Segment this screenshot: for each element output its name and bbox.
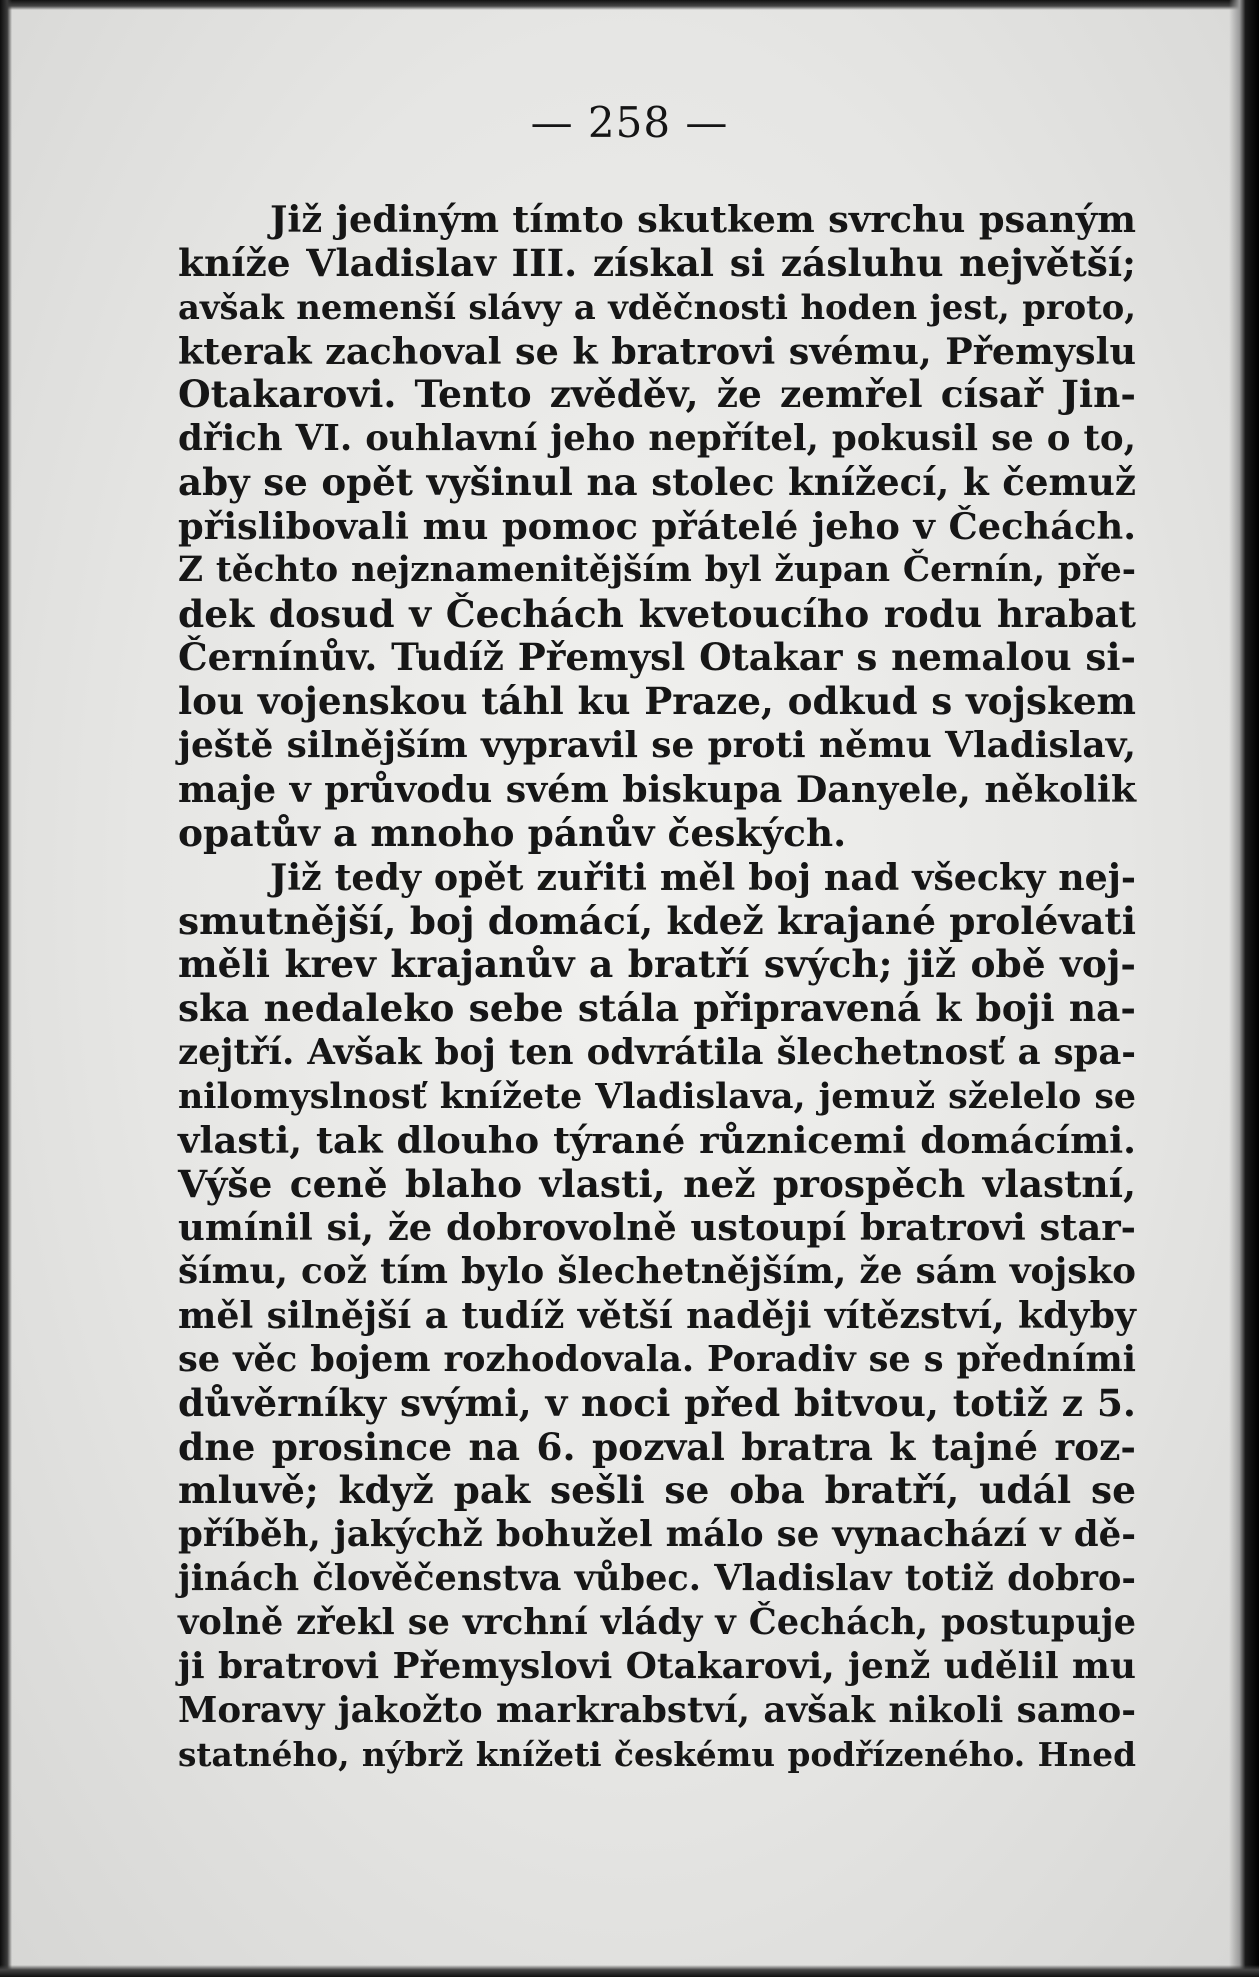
text-line: maje v průvodu svém biskupa Danyele, několik bbox=[178, 767, 1136, 811]
text-line: Již tedy opět zuřiti měl boj nad všecky nej- bbox=[270, 855, 1136, 899]
text-line: ještě silnějším vypravil se proti němu Vladislav, bbox=[178, 724, 1136, 767]
text-line: kníže Vladislav III. získal si zásluhu největší; bbox=[178, 240, 1136, 285]
text-line: Moravy jakožto markrabství, avšak nikoli samo- bbox=[178, 1689, 1136, 1731]
text-line: ji bratrovi Přemyslovi Otakarovi, jenž udělil mu bbox=[178, 1644, 1136, 1687]
text-line: Již jediným tímto skutkem svrchu psaným bbox=[270, 197, 1136, 241]
text-line: příběh, jakýchž bohužel málo se vynachází v dě- bbox=[178, 1514, 1136, 1556]
text-line: umínil si, že dobrovolně ustoupí bratrovi star- bbox=[178, 1205, 1136, 1250]
text-line: šímu, což tím bylo šlechetnějším, že sám vojsko bbox=[178, 1250, 1136, 1293]
text-line: ska nedaleko sebe stála připravená k boji na- bbox=[178, 986, 1136, 1031]
scan-border-top bbox=[0, 0, 1259, 10]
text-line: jinách člověčenstva vůbec. Vladislav totiž dobro- bbox=[178, 1558, 1136, 1600]
scan-border-left bbox=[0, 0, 12, 1977]
text-line: dne prosince na 6. pozval bratra k tajné roz- bbox=[178, 1424, 1136, 1469]
text-line: se věc bojem rozhodovala. Poradiv se s předními bbox=[178, 1338, 1136, 1380]
text-line: přislibovali mu pomoc přátelé jeho v Čechách. bbox=[178, 503, 1136, 548]
paragraph-2 bbox=[178, 856, 1136, 1777]
text-line: měl silnější a tudíž větší naději vítězství, kdyby bbox=[178, 1294, 1136, 1338]
page-number: — 258 — bbox=[530, 98, 729, 147]
text-line: důvěrníky svými, v noci před bitvou, totiž z 5. bbox=[178, 1380, 1136, 1425]
text-line: avšak nemenší slávy a vděčnosti hoden jest, proto, bbox=[178, 286, 1136, 327]
text-line: mluvě; když pak sešli se oba bratří, udál se bbox=[178, 1468, 1136, 1513]
text-line: dřich VI. ouhlavní jeho nepřítel, pokusil se o to, bbox=[178, 418, 1136, 460]
text-line: volně zřekl se vrchní vlády v Čechách, postupuje bbox=[178, 1602, 1136, 1643]
text-line: nilomyslnosť knížete Vladislava, jemuž sželelo se bbox=[178, 1075, 1136, 1117]
paragraph-1 bbox=[178, 198, 1136, 856]
text-line: Černínův. Tudíž Přemysl Otakar s nemalou si- bbox=[178, 635, 1136, 680]
body-text bbox=[178, 198, 1136, 1776]
text-line: vlasti, tak dlouho týrané různicemi domácími. bbox=[178, 1117, 1136, 1162]
text-line: aby se opět vyšinul na stolec knížecí, k čemuž bbox=[178, 460, 1136, 505]
text-line: statného, nýbrž knížeti českému podřízeného. Hned bbox=[178, 1734, 1136, 1774]
scan-border-bottom bbox=[0, 1965, 1259, 1977]
text-line: dek dosud v Čechách kvetoucího rodu hrabat bbox=[178, 591, 1136, 636]
text-line: lou vojenskou táhl ku Praze, odkud s vojskem bbox=[178, 679, 1136, 724]
text-line: opatův a mnoho pánův českých. bbox=[178, 810, 847, 855]
text-line: smutnější, boj domácí, kdež krajané prolévati bbox=[178, 898, 1136, 943]
text-line: měli krev krajanův a bratří svých; již obě voj- bbox=[178, 942, 1136, 987]
text-line: Otakarovi. Tento zvěděv, že zemřel císař Jin- bbox=[178, 372, 1136, 417]
text-line: kterak zachoval se k bratrovi svému, Přemyslu bbox=[178, 329, 1136, 373]
text-line: zejtří. Avšak boj ten odvrátila šlechetnosť a spa- bbox=[178, 1032, 1136, 1074]
text-line: Výše ceně blaho vlasti, než prospěch vlastní, bbox=[178, 1161, 1136, 1206]
scan-border-right bbox=[1229, 0, 1259, 1977]
text-line: Z těchto nejznamenitějším byl župan Černín, pře- bbox=[178, 549, 1136, 590]
